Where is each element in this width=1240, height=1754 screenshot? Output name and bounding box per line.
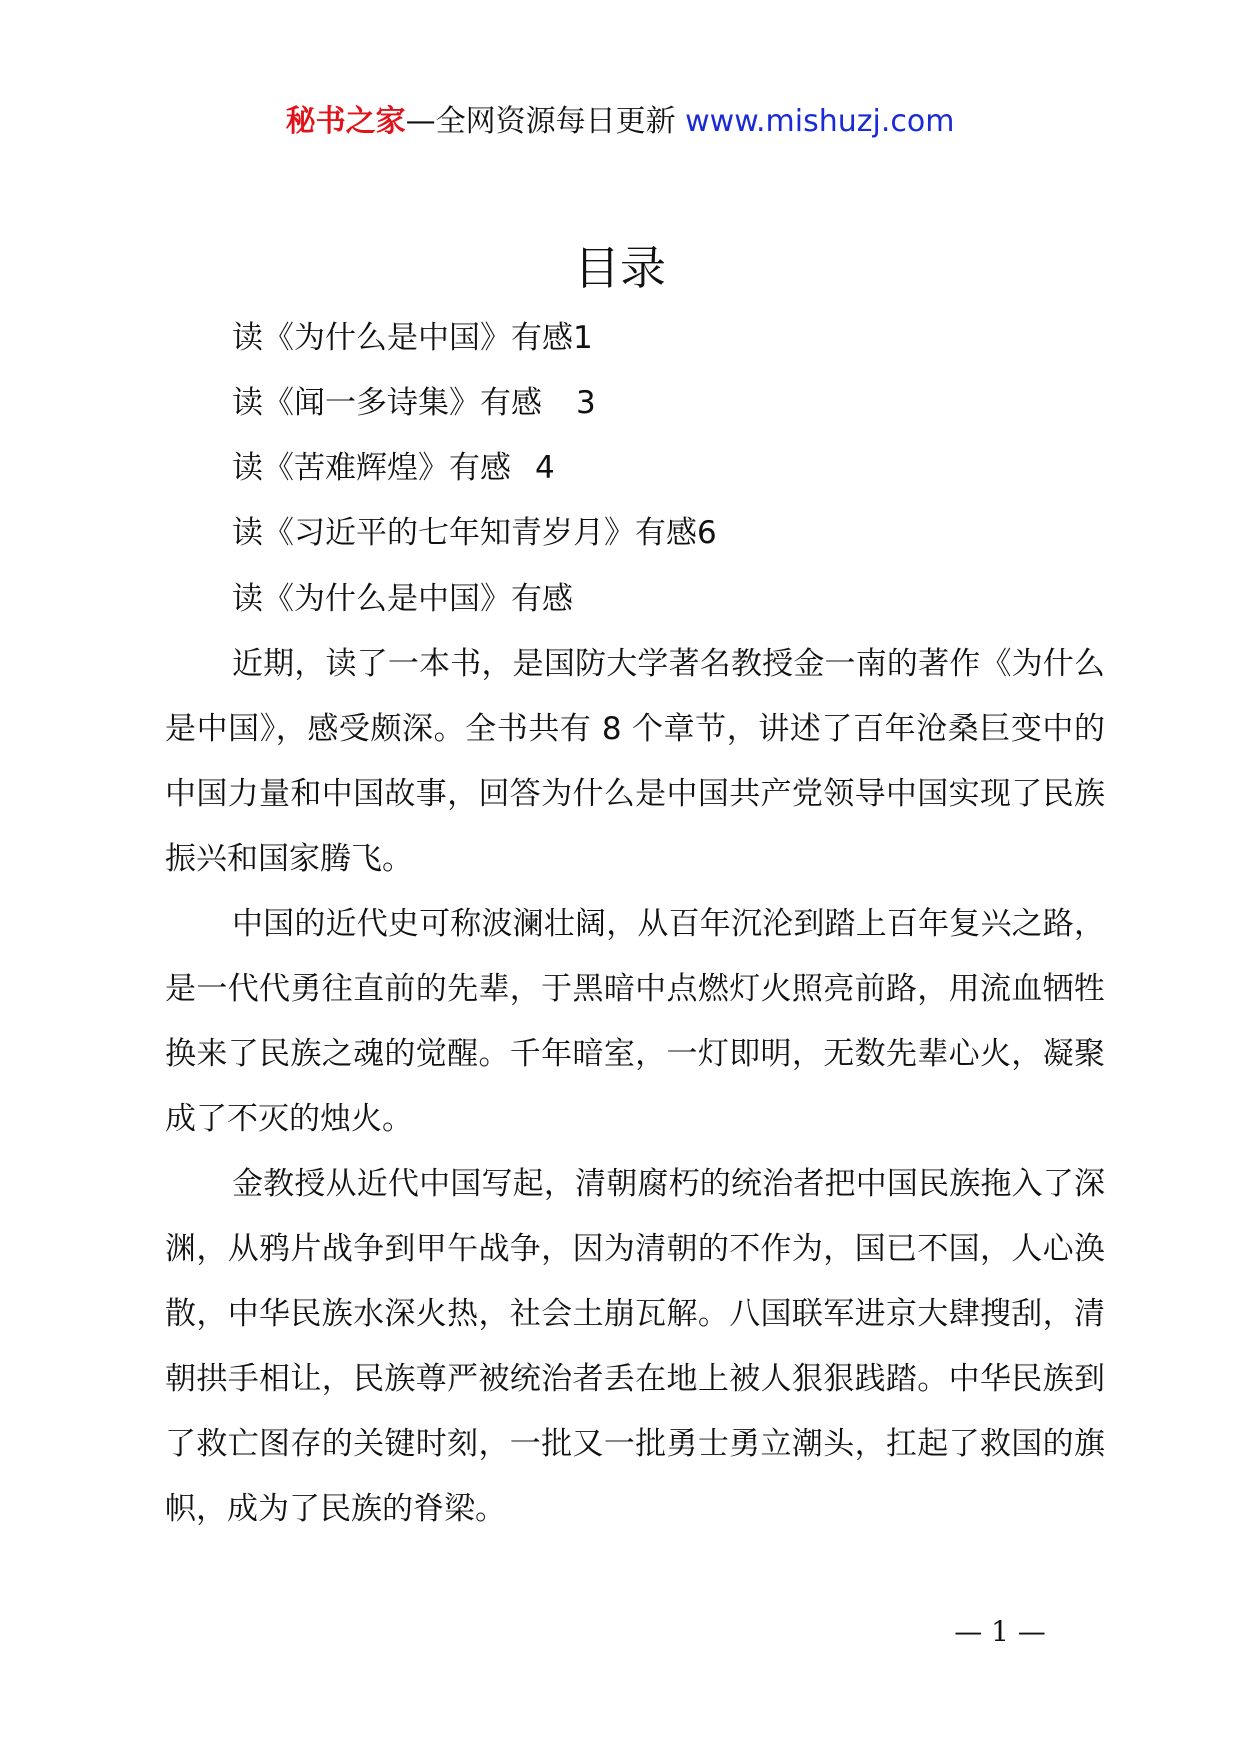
article-body [165,567,1105,1542]
article-paragraph-2: 中国的近代史可称波澜壮阔，从百年沉沦到踏上百年复兴之路，是一代代勇往直前的先辈，于黑暗中点燃灯火照亮前路，用流血牺牲换来了民族之魂的觉醒。千年暗室，一灯即明，无数先辈心火，凝聚成了不灭的烛火。 [165,906,1105,1137]
toc-entry-1[interactable] [232,306,1132,371]
table-of-contents [232,306,1132,566]
toc-heading: 目录 [574,241,666,295]
article-paragraph-1: 近期，读了一本书，是国防大学著名教授金一南的著作《为什么是中国》，感受颇深。全书共有 8 个章节，讲述了百年沧桑巨变中的中国力量和中国故事，回答为什么是中国共产党领导中国实现了民族振兴和国家腾飞。 [165,646,1105,877]
toc-entry-title: 读《习近平的七年知青岁月》有感 [232,515,697,551]
toc-entry-page: 4 [535,450,555,486]
toc-entry-title: 读《为什么是中国》有感 [232,320,573,356]
article-paragraph-3: 金教授从近代中国写起，清朝腐朽的统治者把中国民族拖入了深渊，从鸦片战争到甲午战争，因为清朝的不作为，国已不国，人心涣散，中华民族水深火热，社会土崩瓦解。八国联军进京大肆搜刮，清朝拱手相让，民族尊严被统治者丢在地上被人狠狠践踏。中华民族到了救亡图存的关键时刻，一批又一批勇士勇立潮头，扛起了救国的旗帜，成为了民族的脊梁。 [165,1166,1105,1527]
toc-entry-page: 3 [576,385,596,421]
toc-entry-3[interactable] [232,436,1132,501]
article-title: 读《为什么是中国》有感 [232,581,573,617]
toc-entry-title: 读《闻一多诗集》有感 [232,385,542,421]
page-header [0,98,1240,146]
site-brand: 秘书之家 [285,104,406,139]
page-number: — 1 — [954,1615,1046,1648]
toc-entry-page: 6 [697,515,717,551]
toc-entry-4[interactable] [232,501,1132,566]
site-tagline: —全网资源每日更新 [405,104,676,139]
toc-entry-page: 1 [573,320,593,356]
site-url-link[interactable]: www.mishuzj.com [685,104,955,139]
toc-entry-title: 读《苦难辉煌》有感 [232,450,511,486]
toc-entry-2[interactable] [232,371,1132,436]
